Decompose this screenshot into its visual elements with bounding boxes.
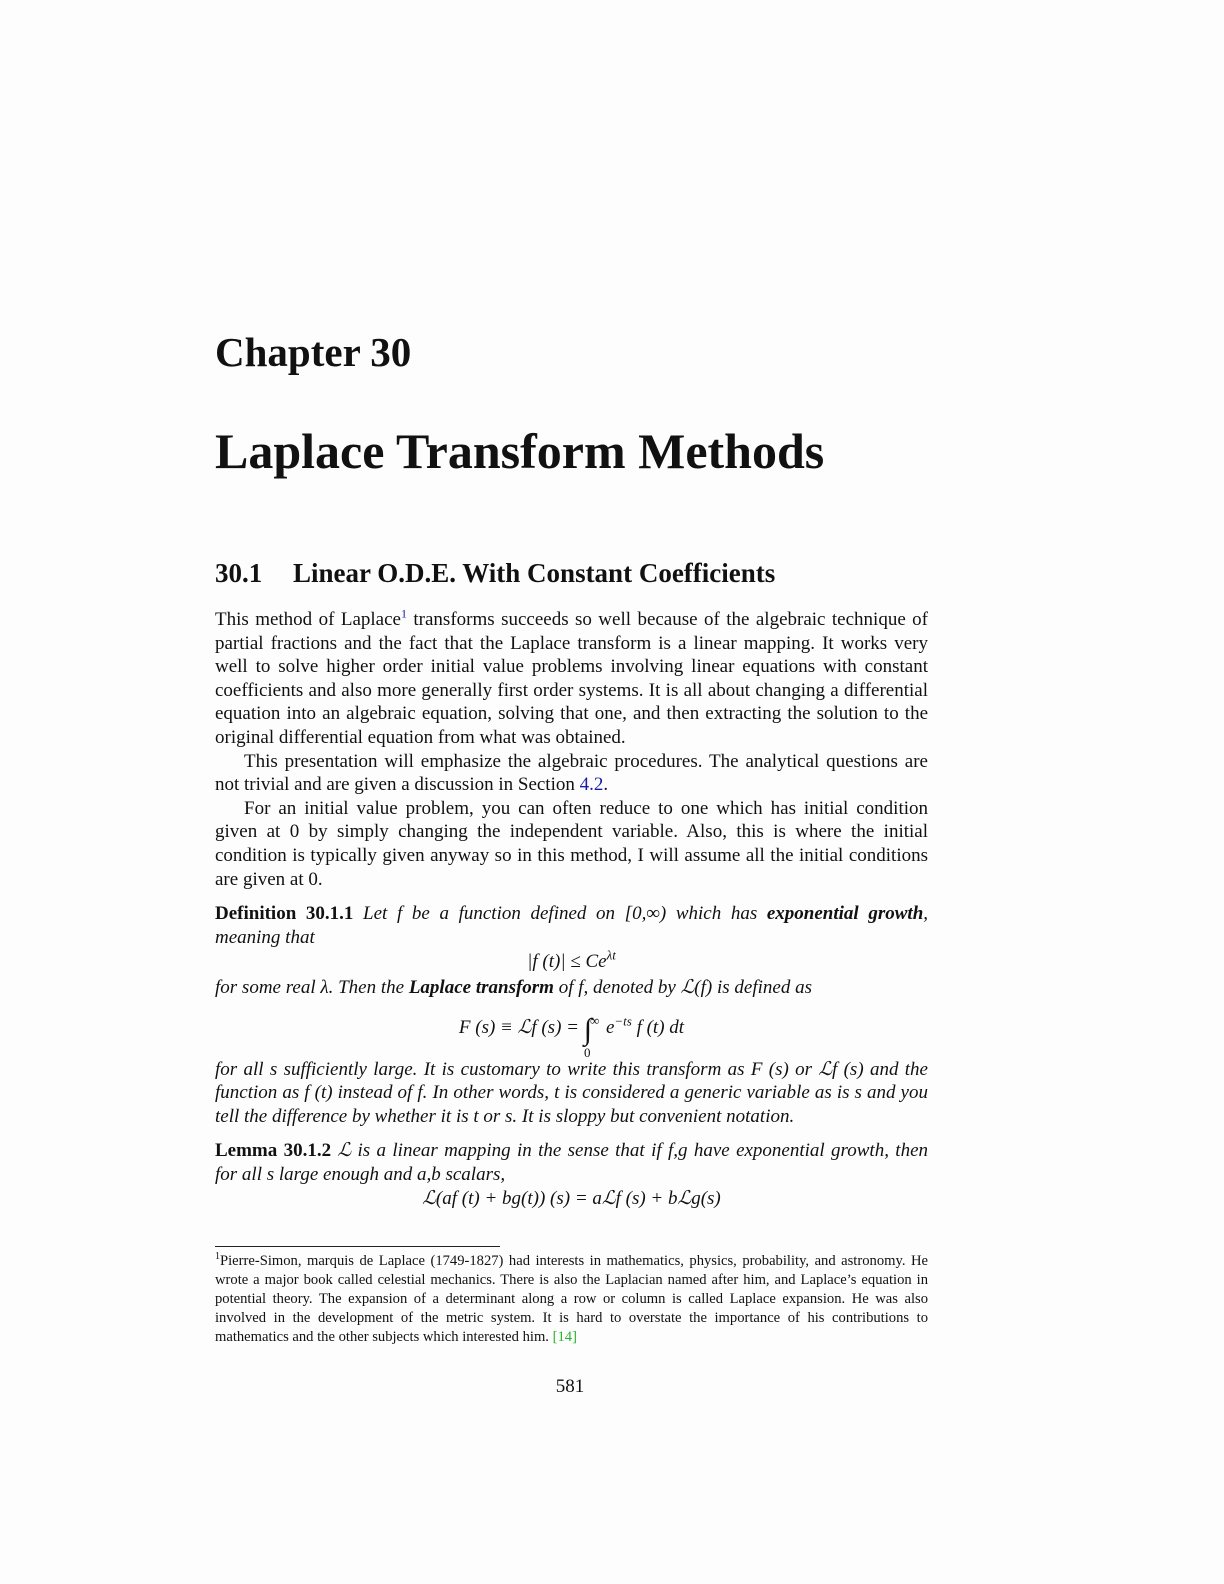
definition-text: for some real λ. Then the xyxy=(215,976,409,998)
citation-bracket: ] xyxy=(572,1329,577,1345)
definition-outro: for all s sufficiently large. It is customary to write this transform as F (s) or ℒf (s) and the function as f (t) instead of f. In other words, t is considered a generic variable as is s and you tell the difference by whether it is t or s. It is sloppy but convenient notation. xyxy=(215,1058,928,1127)
paragraph-presentation xyxy=(215,750,928,797)
chapter-title: Laplace Transform Methods xyxy=(215,423,825,479)
integral-lower-limit: 0 xyxy=(583,1045,591,1061)
footnote-number: 1 xyxy=(215,1251,220,1263)
section-link[interactable]: 4.2 xyxy=(579,774,604,796)
lemma-text: ℒ is a linear mapping in the sense that if f,g have exponential growth, then for all s large enough and a,b scalars, xyxy=(215,1140,929,1185)
equation-exponent: λt xyxy=(606,947,616,963)
equation-text: |f (t)| ≤ Ce xyxy=(527,951,607,973)
laplace-integral-equation xyxy=(215,1008,928,1061)
footnote-text: Pierre-Simon, marquis de Laplace (1749-1827) had interests in mathematics, physics, probability, and astronomy. He wrote a major book called celestial mechanics. There is also the Laplacian named after him, and Laplace’s equation in potential theory. The expansion of a determinant along a row or column is called Laplace expansion. He was also involved in the development of the metric system. It is hard to overstate the importance of his contributions to mathematics and the other subjects which interested him. xyxy=(215,1253,928,1345)
chapter-label: Chapter 30 xyxy=(215,329,412,375)
definition-text: , meaning that xyxy=(215,903,929,948)
definition-block xyxy=(215,902,928,1128)
equation-text: F (s) ≡ ℒf (s) = xyxy=(458,1016,584,1038)
equation-exponent: −ts xyxy=(614,1013,632,1029)
lemma-block xyxy=(215,1139,928,1211)
footnote-marker-link[interactable]: 1 xyxy=(400,606,407,621)
paragraph-text: transforms succeeds so well because of the algebraic technique of partial fractions and the fact that the Laplace transform is a linear mapping. It works very well to solve higher order initial value problems involving linear equations with constant coefficients and also more generally first order systems. It is all about changing a differential equation into an algebraic equation, solving that one, and then extracting the solution to the original differential equation from what was obtained. xyxy=(215,609,928,748)
definition-term: exponential growth xyxy=(766,903,924,925)
integral-upper-limit: ∞ xyxy=(589,1013,600,1029)
body-text xyxy=(215,608,928,1213)
equation-text: e xyxy=(605,1016,615,1038)
paragraph-text: . xyxy=(603,774,609,796)
section-number: 30.1 xyxy=(215,558,263,588)
page-number: 581 xyxy=(555,1376,585,1397)
citation-link[interactable]: 14 xyxy=(557,1329,573,1345)
paragraph-initial-value: For an initial value problem, you can often reduce to one which has initial condition given at 0 by simply changing the independent variable. Also, this is where the initial condition is typically given anyway so in this method, I will assume all the initial conditions are given at 0. xyxy=(215,797,928,890)
paragraph-text: This method of Laplace xyxy=(215,609,401,630)
integral-sign: ∫ xyxy=(583,1012,592,1046)
footnote-rule xyxy=(215,1246,500,1247)
definition-text: Let f be a function defined on [0,∞) which has xyxy=(353,903,767,925)
definition-term: Laplace transform xyxy=(408,976,554,998)
paragraph-text: This presentation will emphasize the algebraic procedures. The analytical questions are not trivial and are given a discussion in Section xyxy=(215,750,928,796)
section-title: Linear O.D.E. With Constant Coefficients xyxy=(293,558,776,588)
paragraph-intro xyxy=(215,608,928,750)
linearity-equation: ℒ(af (t) + bg(t)) (s) = aℒf (s) + bℒg(s) xyxy=(422,1188,721,1210)
footnote xyxy=(215,1252,928,1347)
citation-bracket: [ xyxy=(552,1329,558,1345)
growth-equation xyxy=(215,947,928,974)
definition-text: of f, denoted by ℒ(f) is defined as xyxy=(553,976,812,998)
definition-heading: Definition 30.1.1 xyxy=(215,903,354,925)
section-heading xyxy=(215,560,775,587)
lemma-heading: Lemma 30.1.2 xyxy=(215,1140,332,1162)
equation-text: f (t) dt xyxy=(631,1016,685,1038)
